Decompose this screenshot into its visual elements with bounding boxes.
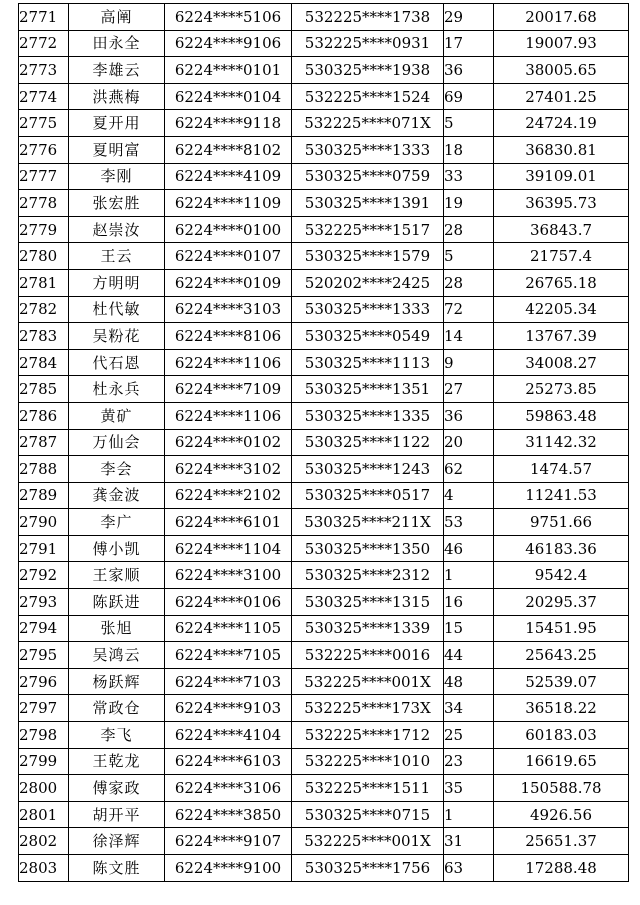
- row-number-cell: 2772: [19, 30, 69, 57]
- name-cell: 代石恩: [69, 349, 165, 376]
- row-number-cell: 2791: [19, 535, 69, 562]
- row-number-cell: 2798: [19, 722, 69, 749]
- row-number-cell: 2799: [19, 748, 69, 775]
- amount-cell: 46183.36: [494, 535, 629, 562]
- row-number-cell: 2777: [19, 163, 69, 190]
- count-cell: 31: [444, 828, 494, 855]
- amount-cell: 38005.65: [494, 57, 629, 84]
- bank-card-cell: 6224****6101: [165, 509, 292, 536]
- amount-cell: 36843.7: [494, 216, 629, 243]
- bank-card-cell: 6224****1109: [165, 190, 292, 217]
- name-cell: 李会: [69, 456, 165, 483]
- row-number-cell: 2781: [19, 269, 69, 296]
- table-row: [19, 748, 629, 775]
- table-row: [19, 695, 629, 722]
- count-cell: 18: [444, 136, 494, 163]
- amount-cell: 11241.53: [494, 482, 629, 509]
- bank-card-cell: 6224****5106: [165, 4, 292, 31]
- count-cell: 20: [444, 429, 494, 456]
- bank-card-cell: 6224****3100: [165, 562, 292, 589]
- name-cell: 李飞: [69, 722, 165, 749]
- count-cell: 1: [444, 562, 494, 589]
- table-row: [19, 589, 629, 616]
- row-number-cell: 2773: [19, 57, 69, 84]
- count-cell: 62: [444, 456, 494, 483]
- id-number-cell: 530325****0517: [292, 482, 444, 509]
- table-row: [19, 243, 629, 270]
- records-table-body: [19, 4, 629, 882]
- id-number-cell: 532225****1511: [292, 775, 444, 802]
- records-table: [18, 3, 629, 882]
- table-row: [19, 828, 629, 855]
- amount-cell: 36518.22: [494, 695, 629, 722]
- row-number-cell: 2776: [19, 136, 69, 163]
- table-row: [19, 429, 629, 456]
- name-cell: 高阐: [69, 4, 165, 31]
- count-cell: 36: [444, 402, 494, 429]
- row-number-cell: 2778: [19, 190, 69, 217]
- row-number-cell: 2790: [19, 509, 69, 536]
- id-number-cell: 530325****1333: [292, 296, 444, 323]
- name-cell: 胡开平: [69, 801, 165, 828]
- id-number-cell: 532225****0016: [292, 642, 444, 669]
- id-number-cell: 530325****1391: [292, 190, 444, 217]
- id-number-cell: 532225****071X: [292, 110, 444, 137]
- row-number-cell: 2786: [19, 402, 69, 429]
- bank-card-cell: 6224****3103: [165, 296, 292, 323]
- table-row: [19, 136, 629, 163]
- table-row: [19, 722, 629, 749]
- table-row: [19, 456, 629, 483]
- table-row: [19, 535, 629, 562]
- count-cell: 63: [444, 855, 494, 882]
- row-number-cell: 2774: [19, 83, 69, 110]
- row-number-cell: 2802: [19, 828, 69, 855]
- count-cell: 14: [444, 323, 494, 350]
- amount-cell: 13767.39: [494, 323, 629, 350]
- bank-card-cell: 6224****3850: [165, 801, 292, 828]
- bank-card-cell: 6224****8102: [165, 136, 292, 163]
- row-number-cell: 2783: [19, 323, 69, 350]
- bank-card-cell: 6224****0107: [165, 243, 292, 270]
- table-row: [19, 855, 629, 882]
- amount-cell: 19007.93: [494, 30, 629, 57]
- table-row: [19, 269, 629, 296]
- id-number-cell: 530325****1938: [292, 57, 444, 84]
- row-number-cell: 2789: [19, 482, 69, 509]
- count-cell: 53: [444, 509, 494, 536]
- name-cell: 常政仓: [69, 695, 165, 722]
- row-number-cell: 2801: [19, 801, 69, 828]
- name-cell: 吴鸿云: [69, 642, 165, 669]
- row-number-cell: 2803: [19, 855, 69, 882]
- name-cell: 洪燕梅: [69, 83, 165, 110]
- bank-card-cell: 6224****0101: [165, 57, 292, 84]
- amount-cell: 25273.85: [494, 376, 629, 403]
- amount-cell: 25651.37: [494, 828, 629, 855]
- amount-cell: 36395.73: [494, 190, 629, 217]
- count-cell: 23: [444, 748, 494, 775]
- bank-card-cell: 6224****9103: [165, 695, 292, 722]
- count-cell: 36: [444, 57, 494, 84]
- name-cell: 李雄云: [69, 57, 165, 84]
- bank-card-cell: 6224****1105: [165, 615, 292, 642]
- table-row: [19, 349, 629, 376]
- name-cell: 李刚: [69, 163, 165, 190]
- bank-card-cell: 6224****1106: [165, 349, 292, 376]
- count-cell: 16: [444, 589, 494, 616]
- name-cell: 万仙会: [69, 429, 165, 456]
- bank-card-cell: 6224****0104: [165, 83, 292, 110]
- bank-card-cell: 6224****4104: [165, 722, 292, 749]
- name-cell: 夏开用: [69, 110, 165, 137]
- bank-card-cell: 6224****0106: [165, 589, 292, 616]
- name-cell: 王家顺: [69, 562, 165, 589]
- name-cell: 杜代敏: [69, 296, 165, 323]
- name-cell: 王云: [69, 243, 165, 270]
- id-number-cell: 530325****0715: [292, 801, 444, 828]
- id-number-cell: 532225****1524: [292, 83, 444, 110]
- count-cell: 1: [444, 801, 494, 828]
- count-cell: 4: [444, 482, 494, 509]
- id-number-cell: 532225****1517: [292, 216, 444, 243]
- row-number-cell: 2775: [19, 110, 69, 137]
- amount-cell: 9751.66: [494, 509, 629, 536]
- row-number-cell: 2779: [19, 216, 69, 243]
- amount-cell: 36830.81: [494, 136, 629, 163]
- count-cell: 19: [444, 190, 494, 217]
- table-row: [19, 562, 629, 589]
- amount-cell: 15451.95: [494, 615, 629, 642]
- amount-cell: 9542.4: [494, 562, 629, 589]
- table-row: [19, 216, 629, 243]
- count-cell: 69: [444, 83, 494, 110]
- bank-card-cell: 6224****3106: [165, 775, 292, 802]
- table-row: [19, 57, 629, 84]
- row-number-cell: 2788: [19, 456, 69, 483]
- name-cell: 黄矿: [69, 402, 165, 429]
- count-cell: 33: [444, 163, 494, 190]
- amount-cell: 20017.68: [494, 4, 629, 31]
- amount-cell: 42205.34: [494, 296, 629, 323]
- id-number-cell: 530325****0549: [292, 323, 444, 350]
- id-number-cell: 530325****1350: [292, 535, 444, 562]
- id-number-cell: 532225****001X: [292, 668, 444, 695]
- id-number-cell: 530325****1335: [292, 402, 444, 429]
- id-number-cell: 530325****1333: [292, 136, 444, 163]
- row-number-cell: 2796: [19, 668, 69, 695]
- name-cell: 赵崇汝: [69, 216, 165, 243]
- id-number-cell: 530325****211X: [292, 509, 444, 536]
- count-cell: 5: [444, 243, 494, 270]
- bank-card-cell: 6224****9100: [165, 855, 292, 882]
- amount-cell: 17288.48: [494, 855, 629, 882]
- count-cell: 17: [444, 30, 494, 57]
- count-cell: 28: [444, 216, 494, 243]
- table-row: [19, 775, 629, 802]
- name-cell: 田永全: [69, 30, 165, 57]
- id-number-cell: 530325****0759: [292, 163, 444, 190]
- bank-card-cell: 6224****2102: [165, 482, 292, 509]
- id-number-cell: 520202****2425: [292, 269, 444, 296]
- table-row: [19, 323, 629, 350]
- amount-cell: 39109.01: [494, 163, 629, 190]
- count-cell: 29: [444, 4, 494, 31]
- id-number-cell: 532225****1738: [292, 4, 444, 31]
- amount-cell: 16619.65: [494, 748, 629, 775]
- bank-card-cell: 6224****9106: [165, 30, 292, 57]
- id-number-cell: 530325****1122: [292, 429, 444, 456]
- count-cell: 28: [444, 269, 494, 296]
- row-number-cell: 2797: [19, 695, 69, 722]
- table-row: [19, 30, 629, 57]
- amount-cell: 21757.4: [494, 243, 629, 270]
- count-cell: 27: [444, 376, 494, 403]
- name-cell: 张旭: [69, 615, 165, 642]
- name-cell: 陈跃进: [69, 589, 165, 616]
- row-number-cell: 2800: [19, 775, 69, 802]
- row-number-cell: 2792: [19, 562, 69, 589]
- bank-card-cell: 6224****9118: [165, 110, 292, 137]
- table-row: [19, 190, 629, 217]
- amount-cell: 25643.25: [494, 642, 629, 669]
- count-cell: 25: [444, 722, 494, 749]
- row-number-cell: 2780: [19, 243, 69, 270]
- name-cell: 方明明: [69, 269, 165, 296]
- count-cell: 9: [444, 349, 494, 376]
- name-cell: 龚金波: [69, 482, 165, 509]
- id-number-cell: 530325****2312: [292, 562, 444, 589]
- bank-card-cell: 6224****7105: [165, 642, 292, 669]
- table-row: [19, 402, 629, 429]
- count-cell: 44: [444, 642, 494, 669]
- name-cell: 傅小凯: [69, 535, 165, 562]
- amount-cell: 24724.19: [494, 110, 629, 137]
- name-cell: 徐泽辉: [69, 828, 165, 855]
- bank-card-cell: 6224****0109: [165, 269, 292, 296]
- amount-cell: 26765.18: [494, 269, 629, 296]
- amount-cell: 34008.27: [494, 349, 629, 376]
- count-cell: 46: [444, 535, 494, 562]
- name-cell: 吴粉花: [69, 323, 165, 350]
- id-number-cell: 530325****1243: [292, 456, 444, 483]
- bank-card-cell: 6224****1106: [165, 402, 292, 429]
- row-number-cell: 2771: [19, 4, 69, 31]
- count-cell: 34: [444, 695, 494, 722]
- amount-cell: 52539.07: [494, 668, 629, 695]
- id-number-cell: 530325****1351: [292, 376, 444, 403]
- bank-card-cell: 6224****0100: [165, 216, 292, 243]
- table-row: [19, 482, 629, 509]
- table-row: [19, 668, 629, 695]
- row-number-cell: 2784: [19, 349, 69, 376]
- id-number-cell: 530325****1315: [292, 589, 444, 616]
- amount-cell: 60183.03: [494, 722, 629, 749]
- table-row: [19, 801, 629, 828]
- id-number-cell: 530325****1756: [292, 855, 444, 882]
- count-cell: 15: [444, 615, 494, 642]
- bank-card-cell: 6224****7103: [165, 668, 292, 695]
- id-number-cell: 532225****001X: [292, 828, 444, 855]
- count-cell: 35: [444, 775, 494, 802]
- id-number-cell: 532225****1712: [292, 722, 444, 749]
- bank-card-cell: 6224****0102: [165, 429, 292, 456]
- amount-cell: 31142.32: [494, 429, 629, 456]
- table-row: [19, 110, 629, 137]
- name-cell: 杨跃辉: [69, 668, 165, 695]
- table-row: [19, 376, 629, 403]
- amount-cell: 4926.56: [494, 801, 629, 828]
- id-number-cell: 530325****1339: [292, 615, 444, 642]
- amount-cell: 1474.57: [494, 456, 629, 483]
- amount-cell: 59863.48: [494, 402, 629, 429]
- id-number-cell: 532225****173X: [292, 695, 444, 722]
- amount-cell: 20295.37: [494, 589, 629, 616]
- table-row: [19, 83, 629, 110]
- name-cell: 杜永兵: [69, 376, 165, 403]
- row-number-cell: 2795: [19, 642, 69, 669]
- name-cell: 李广: [69, 509, 165, 536]
- count-cell: 48: [444, 668, 494, 695]
- id-number-cell: 532225****0931: [292, 30, 444, 57]
- name-cell: 陈文胜: [69, 855, 165, 882]
- bank-card-cell: 6224****3102: [165, 456, 292, 483]
- bank-card-cell: 6224****8106: [165, 323, 292, 350]
- bank-card-cell: 6224****7109: [165, 376, 292, 403]
- table-row: [19, 163, 629, 190]
- table-row: [19, 296, 629, 323]
- count-cell: 72: [444, 296, 494, 323]
- row-number-cell: 2794: [19, 615, 69, 642]
- count-cell: 5: [444, 110, 494, 137]
- bank-card-cell: 6224****6103: [165, 748, 292, 775]
- id-number-cell: 532225****1010: [292, 748, 444, 775]
- bank-card-cell: 6224****4109: [165, 163, 292, 190]
- row-number-cell: 2793: [19, 589, 69, 616]
- row-number-cell: 2782: [19, 296, 69, 323]
- table-row: [19, 4, 629, 31]
- row-number-cell: 2785: [19, 376, 69, 403]
- table-row: [19, 615, 629, 642]
- row-number-cell: 2787: [19, 429, 69, 456]
- table-row: [19, 509, 629, 536]
- amount-cell: 27401.25: [494, 83, 629, 110]
- table-row: [19, 642, 629, 669]
- name-cell: 王乾龙: [69, 748, 165, 775]
- name-cell: 傅家政: [69, 775, 165, 802]
- name-cell: 夏明富: [69, 136, 165, 163]
- id-number-cell: 530325****1579: [292, 243, 444, 270]
- bank-card-cell: 6224****1104: [165, 535, 292, 562]
- bank-card-cell: 6224****9107: [165, 828, 292, 855]
- name-cell: 张宏胜: [69, 190, 165, 217]
- id-number-cell: 530325****1113: [292, 349, 444, 376]
- amount-cell: 150588.78: [494, 775, 629, 802]
